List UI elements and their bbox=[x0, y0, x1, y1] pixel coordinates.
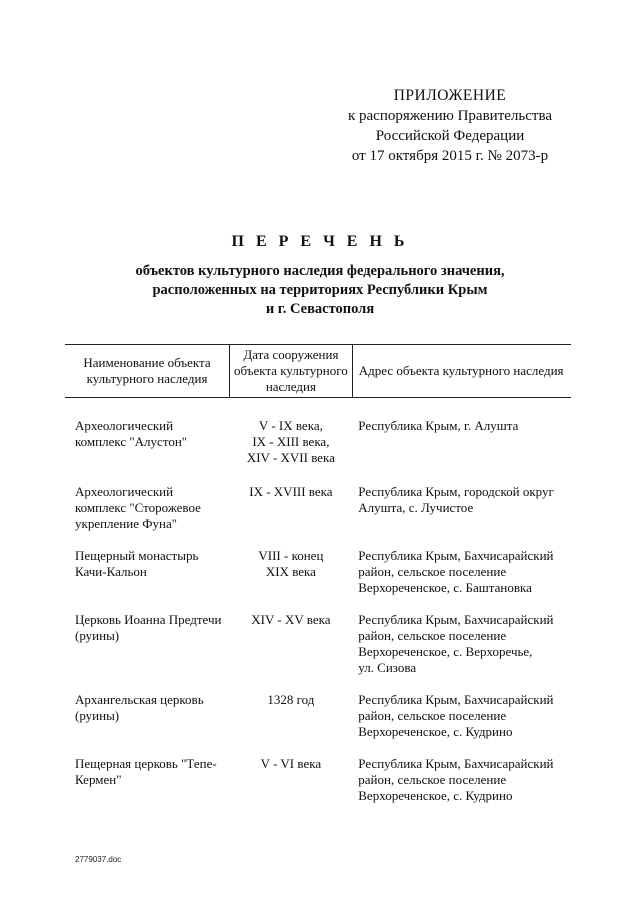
object-address-cell-line: Республика Крым, Бахчисарайский bbox=[358, 548, 554, 563]
object-date-cell-line: IX - XIII века, bbox=[252, 434, 330, 449]
object-address-cell bbox=[352, 676, 571, 740]
object-date-cell bbox=[230, 532, 353, 596]
object-date-cell-line: XIX века bbox=[265, 564, 316, 579]
list-subtitle-line: расположенных на территориях Республики Крым bbox=[152, 282, 488, 298]
appendix-date-line: от 17 октября 2015 г. № 2073-р bbox=[351, 148, 549, 164]
table-row bbox=[65, 676, 571, 740]
object-date-cell-line: XIV - XV века bbox=[251, 612, 331, 627]
object-address-cell-line: Верхореченское, с. Кудрино bbox=[358, 788, 513, 803]
object-name-cell bbox=[65, 740, 230, 804]
object-address-cell-line: Верхореченское, с. Баштановка bbox=[358, 580, 532, 595]
header-text: Наименование объекта bbox=[83, 355, 211, 370]
object-name-cell-line: (руины) bbox=[75, 628, 120, 643]
object-date-cell-line: IX - XVIII века bbox=[249, 484, 333, 499]
header-text: объекта культурного bbox=[234, 363, 348, 378]
object-name-cell-line: (руины) bbox=[75, 708, 120, 723]
object-address-cell bbox=[352, 398, 571, 467]
document-code: 2779037.doc bbox=[75, 855, 122, 864]
table-row bbox=[65, 532, 571, 596]
object-address-cell-line: Республика Крым, Бахчисарайский bbox=[358, 756, 554, 771]
object-name-cell-line: Архангельская церковь bbox=[75, 692, 204, 707]
object-address-cell-line: Республика Крым, г. Алушта bbox=[358, 418, 519, 433]
object-name-cell-line: укрепление Фуна" bbox=[75, 516, 178, 531]
header-date-column bbox=[230, 345, 353, 398]
header-name-column bbox=[65, 345, 230, 398]
table-header-row bbox=[65, 345, 571, 398]
object-name-cell bbox=[65, 466, 230, 532]
appendix-order-line: к распоряжению Правительства bbox=[347, 108, 552, 124]
object-name-cell-line: Пещерный монастырь bbox=[75, 548, 199, 563]
object-name-cell-line: Археологический bbox=[75, 484, 174, 499]
object-date-cell-line: V - VI века bbox=[260, 756, 322, 771]
appendix-title: ПРИЛОЖЕНИЕ bbox=[393, 87, 507, 104]
header-text: наследия bbox=[265, 379, 316, 394]
object-address-cell bbox=[352, 740, 571, 804]
object-date-cell bbox=[230, 398, 353, 467]
object-address-cell-line: ул. Сизова bbox=[358, 660, 417, 675]
object-name-cell-line: Качи-Кальон bbox=[75, 564, 147, 579]
object-name-cell bbox=[65, 532, 230, 596]
appendix-government-line: Российской Федерации bbox=[375, 128, 525, 144]
object-address-cell-line: Республика Крым, Бахчисарайский bbox=[358, 692, 554, 707]
table-row bbox=[65, 398, 571, 467]
object-address-cell-line: район, сельское поселение bbox=[358, 628, 507, 643]
object-address-cell-line: Алушта, с. Лучистое bbox=[358, 500, 474, 515]
object-address-cell-line: район, сельское поселение bbox=[358, 708, 507, 723]
object-name-cell-line: Кермен" bbox=[75, 772, 122, 787]
object-date-cell bbox=[230, 740, 353, 804]
list-title: П Е Р Е Ч Е Н Ь bbox=[231, 233, 409, 250]
table-row bbox=[65, 466, 571, 532]
table-row bbox=[65, 740, 571, 804]
header-address-column bbox=[352, 345, 571, 398]
object-date-cell-line: 1328 год bbox=[267, 692, 315, 707]
object-name-cell-line: Археологический bbox=[75, 418, 174, 433]
heritage-objects-table bbox=[65, 344, 571, 804]
header-text: культурного наследия bbox=[86, 371, 208, 386]
object-name-cell-line: комплекс "Сторожевое bbox=[75, 500, 201, 515]
appendix-block bbox=[330, 86, 570, 166]
object-name-cell-line: Пещерная церковь "Тепе- bbox=[75, 756, 217, 771]
object-date-cell bbox=[230, 466, 353, 532]
header-text: Дата сооружения bbox=[243, 347, 339, 362]
object-address-cell bbox=[352, 532, 571, 596]
object-address-cell-line: район, сельское поселение bbox=[358, 772, 507, 787]
object-address-cell bbox=[352, 466, 571, 532]
object-date-cell-line: V - IX века, bbox=[258, 418, 323, 433]
object-date-cell-line: VIII - конец bbox=[258, 548, 324, 563]
table-body bbox=[65, 398, 571, 805]
object-name-cell-line: Церковь Иоанна Предтечи bbox=[75, 612, 222, 627]
object-address-cell-line: Верхореченское, с. Верхоречье, bbox=[358, 644, 533, 659]
object-date-cell bbox=[230, 596, 353, 676]
object-name-cell-line: комплекс "Алустон" bbox=[75, 434, 188, 449]
list-subtitle bbox=[60, 262, 580, 319]
object-address-cell-line: Верхореченское, с. Кудрино bbox=[358, 724, 513, 739]
object-name-cell bbox=[65, 596, 230, 676]
object-address-cell-line: район, сельское поселение bbox=[358, 564, 507, 579]
list-subtitle-line: объектов культурного наследия федерального значения, bbox=[135, 263, 505, 279]
table-row bbox=[65, 596, 571, 676]
object-address-cell-line: Республика Крым, городской округ bbox=[358, 484, 554, 499]
list-subtitle-line: и г. Севастополя bbox=[265, 301, 375, 317]
object-date-cell bbox=[230, 676, 353, 740]
object-address-cell-line: Республика Крым, Бахчисарайский bbox=[358, 612, 554, 627]
object-address-cell bbox=[352, 596, 571, 676]
object-name-cell bbox=[65, 398, 230, 467]
object-date-cell-line: XIV - XVII века bbox=[246, 450, 335, 465]
object-name-cell bbox=[65, 676, 230, 740]
header-text: Адрес объекта культурного наследия bbox=[358, 363, 564, 378]
